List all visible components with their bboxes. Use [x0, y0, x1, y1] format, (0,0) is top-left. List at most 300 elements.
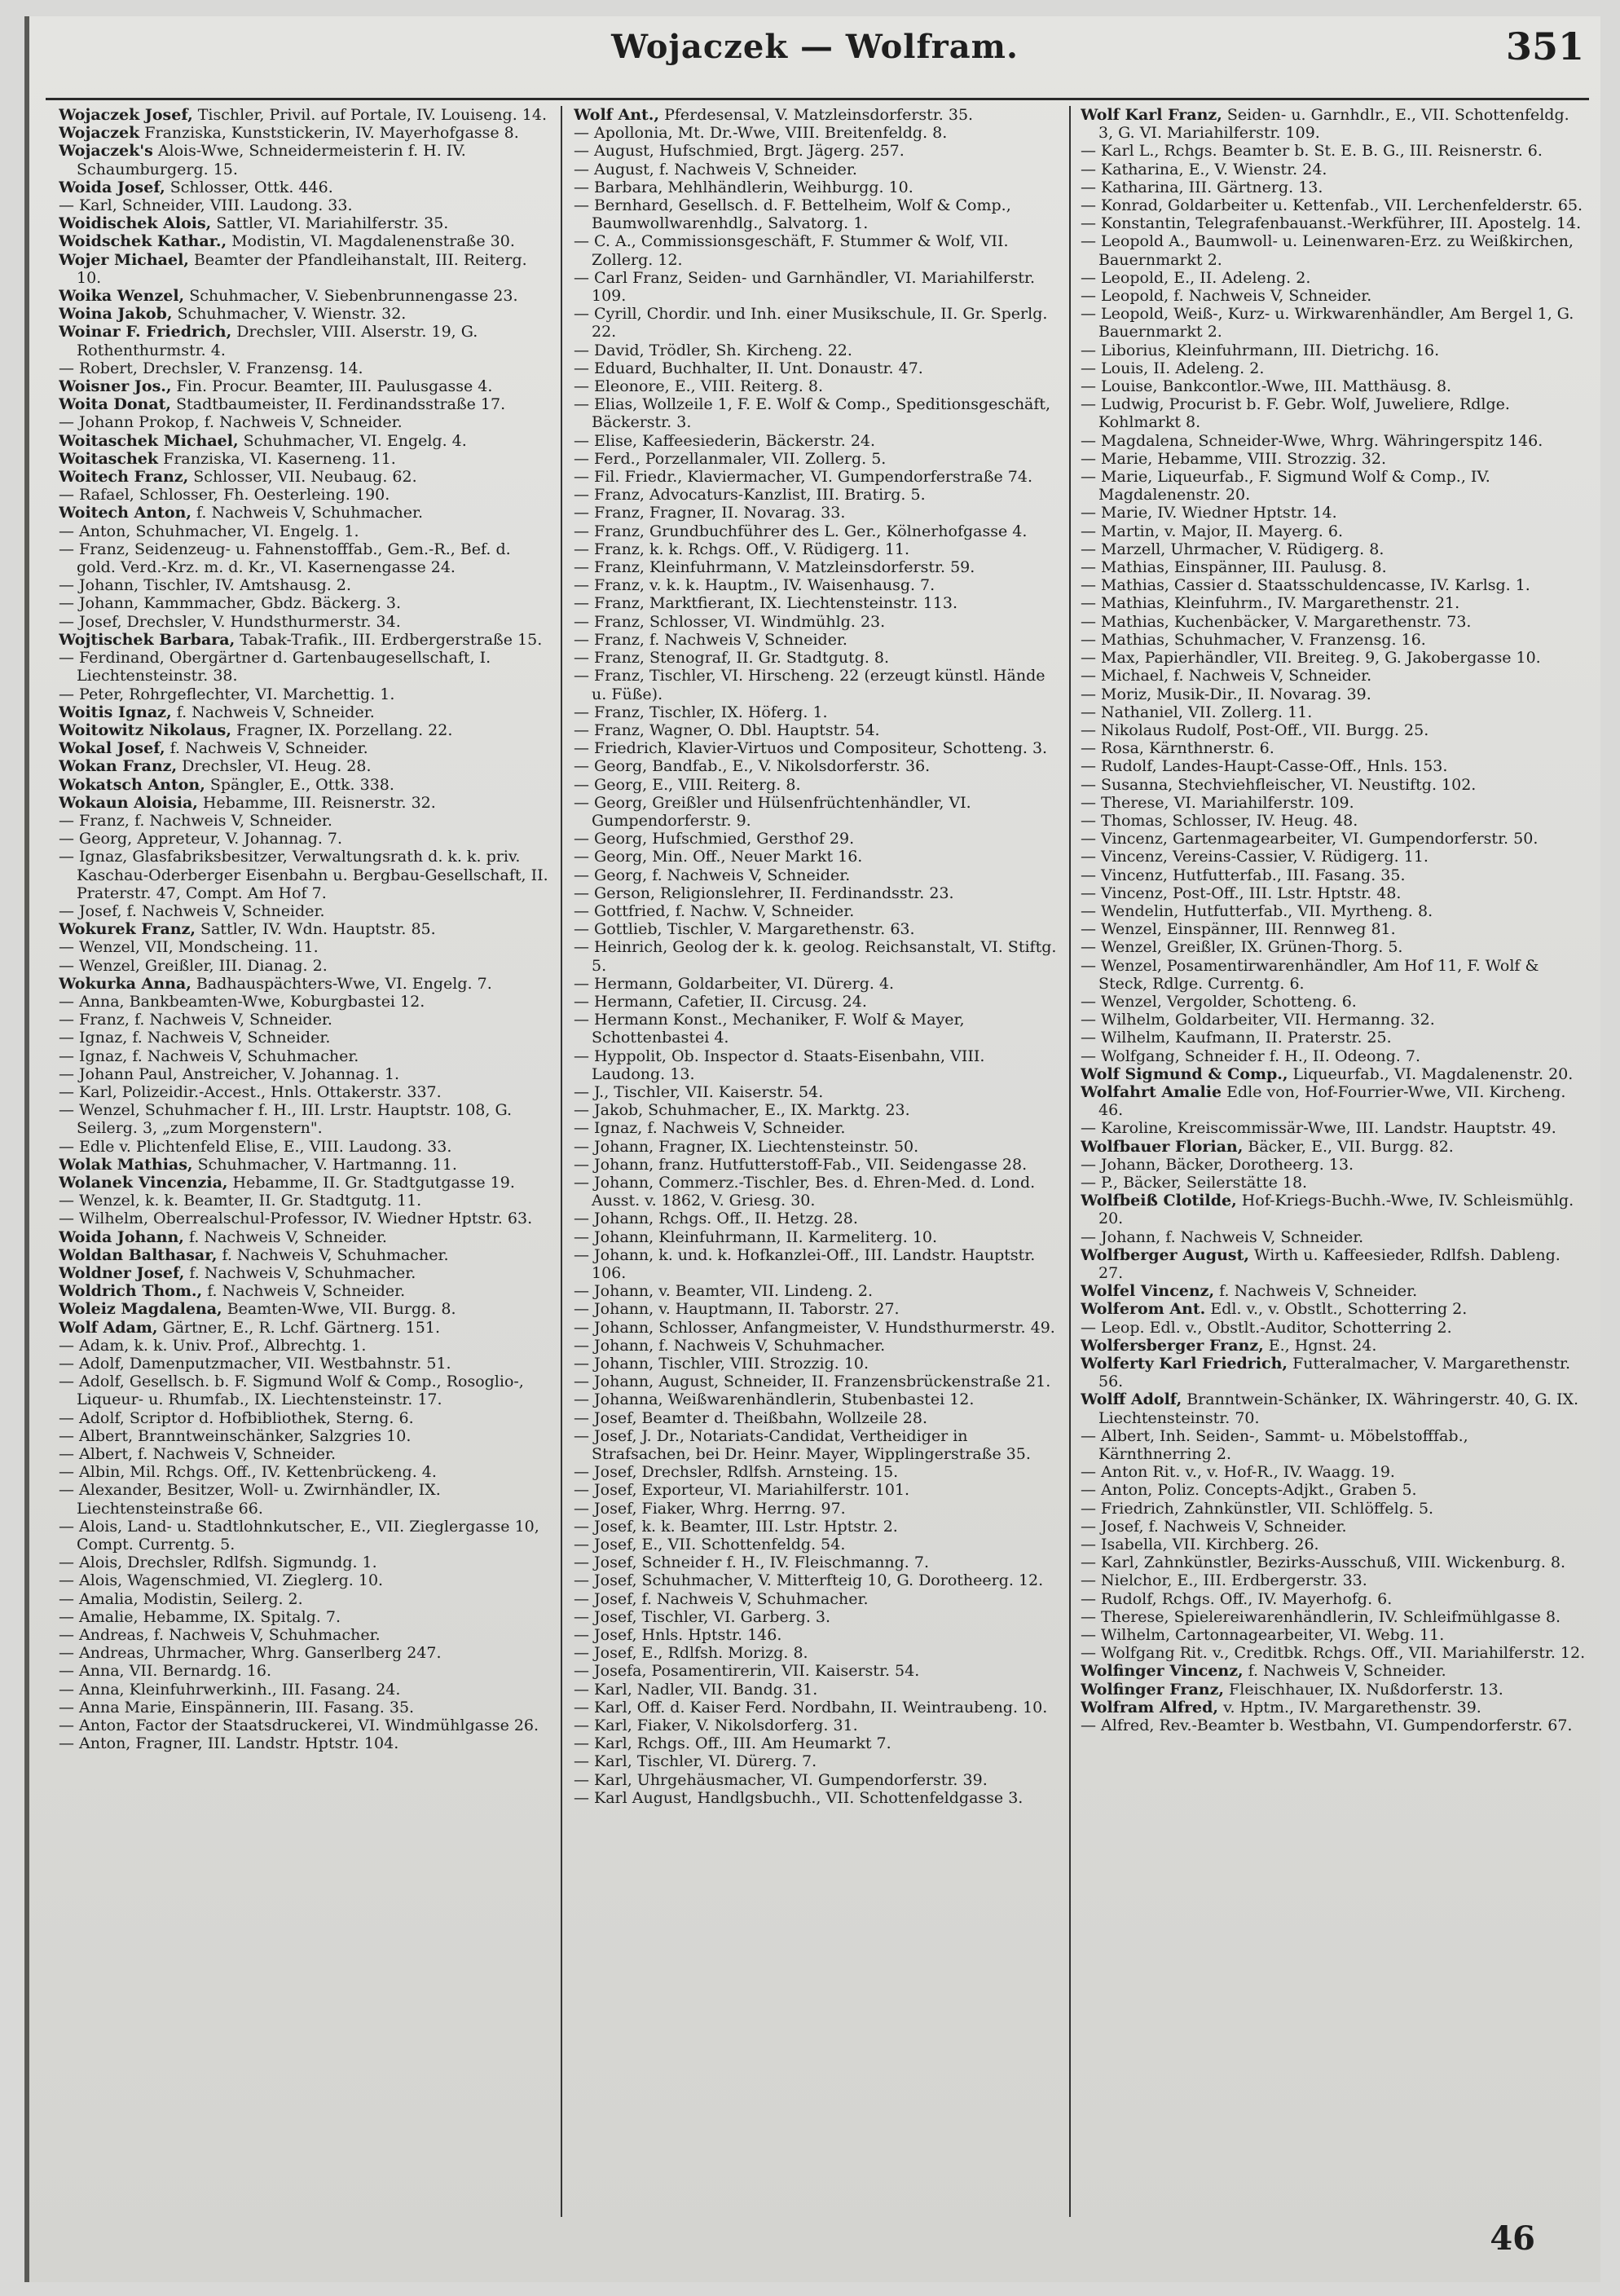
entry-details: — Wenzel, Vergolder, Schotteng. 6.: [1081, 992, 1357, 1011]
directory-entry: [1081, 1355, 1586, 1390]
entry-details: — Hermann, Cafetier, II. Circusg. 24.: [574, 992, 867, 1011]
entry-details: — Leopold A., Baumwoll- u. Leinenwaren-Erz. zu Weißkirchen, Bauernmarkt 2.: [1081, 232, 1574, 269]
directory-entry: [574, 1681, 1058, 1699]
entry-details: — Karl, Nadler, VII. Bandg. 31.: [574, 1680, 818, 1699]
entry-details: — Georg, f. Nachweis V, Schneider.: [574, 866, 851, 884]
entry-details: — Georg, Greißler und Hülsenfrüchtenhändler, VI. Gumpendorferstr. 9.: [574, 793, 971, 830]
directory-entry: [59, 1590, 551, 1608]
directory-entry: [574, 178, 1058, 196]
entry-name: Wojaczek Josef,: [59, 106, 193, 124]
entry-name: Woleiz Magdalena,: [59, 1300, 222, 1319]
directory-entry: [59, 395, 551, 413]
entry-details: — Franz, Fragner, II. Novarag. 33.: [574, 504, 846, 522]
entry-details: — Josef, Tischler, VI. Garberg. 3.: [574, 1607, 831, 1626]
directory-entry: [59, 251, 551, 287]
entry-details: — Karl L., Rchgs. Beamter b. St. E. B. G., III. Reisnerstr. 6.: [1081, 142, 1543, 161]
directory-entry: [1081, 1553, 1586, 1571]
entry-name: Woitaschek: [59, 449, 159, 468]
directory-entry: [1081, 685, 1586, 703]
entry-details: — Friedrich, Klavier-Virtuos und Compositeur, Schotteng. 3.: [574, 739, 1048, 758]
entry-details: — Elias, Wollzeile 1, F. E. Wolf & Comp., Speditionsgeschäft, Bäckerstr. 3.: [574, 395, 1051, 432]
entry-details: — August, f. Nachweis V, Schneider.: [574, 160, 857, 178]
directory-entry: [59, 1138, 551, 1156]
entry-details: — Johann, f. Nachweis V, Schuhmacher.: [574, 1336, 886, 1355]
entry-details: — Karoline, Kreiscommissär-Wwe, III. Landstr. Hauptstr. 49.: [1081, 1119, 1556, 1138]
entry-details: — Franz, Tischler, IX. Höferg. 1.: [574, 703, 828, 721]
entry-details: — Josef, k. k. Beamter, III. Lstr. Hptstr. 2.: [574, 1517, 898, 1536]
entry-details: Drechsler, VI. Heug. 28.: [177, 757, 372, 776]
entry-details: Beamter der Pfandleihanstalt, III. Reiterg. 10.: [77, 250, 527, 287]
entry-name: Woita Donat,: [59, 395, 172, 414]
directory-entry: [59, 830, 551, 848]
entry-details: — Josef, Schuhmacher, V. Mitterfteig 10, G. Dorotheerg. 12.: [574, 1571, 1044, 1590]
entry-name: Wojaczek: [59, 124, 140, 143]
directory-entry: [574, 1390, 1058, 1408]
entry-name: Wojer Michael,: [59, 250, 189, 269]
directory-entry: [574, 377, 1058, 395]
entry-name: Wolfram Alfred,: [1081, 1698, 1219, 1716]
entry-details: — Wenzel, k. k. Beamter, II. Gr. Stadtgutg. 11.: [59, 1192, 422, 1210]
entry-details: — Johann, franz. Hutfutterstoff-Fab., VII. Seidengasse 28.: [574, 1155, 1028, 1174]
directory-entry: [1081, 1156, 1586, 1174]
entry-details: — Josef, Beamter d. Theißbahn, Wollzeile 28.: [574, 1408, 928, 1427]
entry-details: Badhauspächters-Wwe, VI. Engelg. 7.: [191, 974, 492, 993]
entry-details: — Rafael, Schlosser, Fh. Oesterleing. 190.: [59, 486, 390, 505]
directory-entry: [574, 1228, 1058, 1246]
entry-details: — Rosa, Kärnthnerstr. 6.: [1081, 739, 1274, 758]
entry-details: Beamten-Wwe, VII. Burgg. 8.: [222, 1300, 456, 1319]
entry-details: Gärtner, E., R. Lchf. Gärtnerg. 151.: [157, 1318, 440, 1337]
entry-details: — Alois, Drechsler, Rdlfsh. Sigmundg. 1.: [59, 1553, 377, 1572]
directory-entry: [1081, 1065, 1586, 1083]
entry-details: v. Hptm., IV. Margarethenstr. 39.: [1218, 1698, 1481, 1716]
entry-details: Tabak-Trafik., III. Erdbergerstraße 15.: [235, 630, 543, 649]
entry-details: f. Nachweis V, Schuhmacher.: [217, 1245, 449, 1264]
directory-entry: [1081, 1282, 1586, 1300]
directory-entry: [574, 1282, 1058, 1300]
directory-entry: [1081, 812, 1586, 830]
directory-entry: [59, 377, 551, 395]
entry-details: — Anna, Kleinfuhrwerkinh., III. Fasang. 24.: [59, 1680, 401, 1699]
entry-details: — Susanna, Stechviehfleischer, VI. Neustiftg. 102.: [1081, 775, 1477, 794]
directory-entry: [59, 1101, 551, 1137]
directory-entry: [574, 1174, 1058, 1210]
entry-details: — Mathias, Kleinfuhrm., IV. Margarethenstr. 21.: [1081, 594, 1460, 613]
entry-details: Liqueurfab., VI. Magdalenenstr. 20.: [1288, 1064, 1574, 1083]
directory-entry: [59, 794, 551, 812]
directory-entry: [1081, 1463, 1586, 1481]
directory-entry: [59, 1644, 551, 1662]
entry-details: Edl. v., v. Obstlt., Schotterring 2.: [1205, 1300, 1468, 1319]
entry-details: — Franz, Stenograf, II. Gr. Stadtgutg. 8.: [574, 649, 890, 668]
directory-entry: [1081, 649, 1586, 667]
entry-name: Wokan Franz,: [59, 757, 178, 776]
directory-entry: [1081, 1608, 1586, 1626]
directory-entry: [1081, 576, 1586, 594]
entry-details: Alois-Wwe, Schneidermeisterin f. H. IV. Schaumburgerg. 15.: [77, 142, 466, 178]
directory-entry: [574, 558, 1058, 576]
directory-entry: [59, 576, 551, 594]
entry-name: Woidschek Kathar.,: [59, 232, 227, 251]
entry-details: — Konrad, Goldarbeiter u. Kettenfab., VII. Lerchenfelderstr. 65.: [1081, 196, 1583, 215]
directory-entry: [1081, 1681, 1586, 1699]
entry-details: — Anton, Poliz. Concepts-Adjkt., Graben 5.: [1081, 1481, 1417, 1500]
directory-entry: [1081, 558, 1586, 576]
directory-entry: [59, 938, 551, 956]
directory-entry: [574, 342, 1058, 359]
entry-details: — Amalia, Modistin, Seilerg. 2.: [59, 1589, 303, 1608]
entry-name: Wolf Karl Franz,: [1081, 106, 1222, 124]
entry-details: Pferdesensal, V. Matzleinsdorferstr. 35.: [659, 106, 974, 124]
entry-details: — Josef, Hnls. Hptstr. 146.: [574, 1626, 782, 1645]
directory-entry: [1081, 1644, 1586, 1662]
directory-entry: [59, 1246, 551, 1264]
directory-entry: [59, 504, 551, 522]
directory-entry: [1081, 468, 1586, 504]
entry-details: — P., Bäcker, Seilerstätte 18.: [1081, 1173, 1308, 1192]
entry-name: Woitowitz Nikolaus,: [59, 721, 231, 739]
entry-name: Wolfbauer Florian,: [1081, 1137, 1244, 1156]
directory-entry: [574, 305, 1058, 341]
entry-details: — Robert, Drechsler, V. Franzensg. 14.: [59, 359, 363, 377]
directory-entry: [1081, 776, 1586, 794]
entry-details: — Josef, Schneider f. H., IV. Fleischmanng. 7.: [574, 1553, 930, 1572]
column-divider: [1069, 106, 1071, 2217]
entry-details: — Karl, Schneider, VIII. Laudong. 33.: [59, 196, 353, 215]
directory-entry: [59, 1445, 551, 1463]
directory-entry: [59, 1210, 551, 1227]
directory-entry: [574, 1047, 1058, 1083]
directory-entry: [1081, 1011, 1586, 1029]
directory-entry: [1081, 902, 1586, 920]
entry-name: Woida Josef,: [59, 178, 165, 196]
entry-details: — Anna, Bankbeamten-Wwe, Koburgbastei 12.: [59, 992, 425, 1011]
directory-entry: [59, 232, 551, 250]
directory-entry: [59, 1029, 551, 1047]
entry-name: Woitaschek Michael,: [59, 431, 239, 450]
column-3: [1081, 106, 1586, 2250]
entry-details: — Albert, Branntweinschänker, Salzgries 10.: [59, 1426, 412, 1445]
entry-details: Fragner, IX. Porzellang. 22.: [231, 721, 453, 739]
entry-details: — Isabella, VII. Kirchberg. 26.: [1081, 1536, 1319, 1554]
directory-entry: [59, 450, 551, 468]
directory-entry: [574, 1789, 1058, 1807]
entry-details: — Andreas, f. Nachweis V, Schuhmacher.: [59, 1626, 381, 1645]
directory-entry: [59, 1319, 551, 1337]
directory-entry: [1081, 106, 1586, 142]
entry-details: — Mathias, Kuchenbäcker, V. Margarethenstr. 73.: [1081, 612, 1472, 631]
entry-details: — Franz, v. k. k. Hauptm., IV. Waisenhausg. 7.: [574, 576, 935, 595]
directory-entry: [1081, 957, 1586, 993]
directory-entry: [1081, 1390, 1586, 1426]
directory-entry: [59, 1662, 551, 1680]
directory-entry: [1081, 993, 1586, 1011]
entry-details: — Johann, Kleinfuhrmann, II. Karmeliterg. 10.: [574, 1227, 938, 1246]
entry-details: — C. A., Commissionsgeschäft, F. Stummer & Wolf, VII. Zollerg. 12.: [574, 232, 1009, 269]
entry-details: Hebamme, III. Reisnerstr. 32.: [197, 793, 436, 812]
directory-entry: [59, 196, 551, 214]
entry-details: f. Nachweis V, Schneider.: [1243, 1662, 1446, 1681]
directory-entry: [574, 938, 1058, 974]
entry-details: — Wenzel, Greißler, IX. Grünen-Thorg. 5.: [1081, 938, 1403, 957]
directory-entry: [59, 975, 551, 993]
entry-name: Wojaczek's: [59, 142, 153, 161]
directory-entry: [59, 739, 551, 757]
entry-details: f. Nachweis V, Schuhmacher.: [191, 504, 424, 522]
directory-entry: [1081, 721, 1586, 739]
entry-details: — Vincenz, Gartenmagearbeiter, VI. Gumpendorferstr. 50.: [1081, 830, 1539, 848]
entry-name: Wokaun Aloisia,: [59, 793, 198, 812]
page-header: [29, 24, 1600, 77]
directory-entry: [1081, 1716, 1586, 1734]
entry-details: — Hyppolit, Ob. Inspector d. Staats-Eisenbahn, VIII. Laudong. 13.: [574, 1047, 985, 1083]
directory-page: [24, 16, 1600, 2282]
directory-entry: [1081, 830, 1586, 848]
entry-details: — Johann, Commerz.-Tischler, Bes. d. Ehren-Med. d. Lond. Ausst. v. 1862, V. Griesg. 30.: [574, 1173, 1036, 1210]
directory-entry: [1081, 142, 1586, 160]
directory-entry: [1081, 232, 1586, 268]
column-divider: [561, 106, 562, 2217]
directory-entry: [574, 486, 1058, 504]
entry-details: — Andreas, Uhrmacher, Whrg. Ganserlberg 247.: [59, 1644, 442, 1663]
directory-entry: [574, 1626, 1058, 1644]
directory-entry: [59, 1011, 551, 1029]
entry-details: Stadtbaumeister, II. Ferdinandsstraße 17.: [171, 395, 506, 414]
directory-entry: [59, 920, 551, 938]
directory-entry: [1081, 1300, 1586, 1318]
entry-details: — Wenzel, Greißler, III. Dianag. 2.: [59, 956, 328, 975]
entry-details: — Georg, Appreteur, V. Johannag. 7.: [59, 830, 343, 848]
directory-entry: [1081, 305, 1586, 341]
directory-entry: [574, 522, 1058, 540]
directory-entry: [574, 1734, 1058, 1752]
directory-entry: [59, 1481, 551, 1517]
entry-details: — Albin, Mil. Rchgs. Off., IV. Kettenbrückeng. 4.: [59, 1463, 437, 1482]
entry-details: — Alois, Wagenschmied, VI. Zieglerg. 10.: [59, 1571, 384, 1590]
entry-details: — August, Hufschmied, Brgt. Jägerg. 257.: [574, 142, 905, 161]
entry-details: — Heinrich, Geolog der k. k. geolog. Reichsanstalt, VI. Stiftg. 5.: [574, 938, 1057, 975]
column-2: [574, 106, 1058, 2250]
directory-entry: [59, 631, 551, 649]
directory-entry: [574, 1409, 1058, 1427]
entry-details: — Anton, Fragner, III. Landstr. Hptstr. 104.: [59, 1734, 399, 1753]
entry-details: Drechsler, VIII. Alserstr. 19, G. Rothenthurmstr. 4.: [77, 323, 478, 359]
entry-details: — Anton Rit. v., v. Hof-R., IV. Waagg. 19.: [1081, 1463, 1395, 1482]
entry-details: — Wilhelm, Goldarbeiter, VII. Hermanng. 32.: [1081, 1011, 1435, 1029]
entry-details: — Therese, VI. Mariahilferstr. 109.: [1081, 793, 1354, 812]
directory-entry: [574, 450, 1058, 468]
entry-details: — Adolf, Damenputzmacher, VII. Westbahnstr. 51.: [59, 1355, 451, 1373]
directory-entry: [59, 1282, 551, 1300]
entry-details: Fin. Procur. Beamter, III. Paulusgasse 4.: [171, 377, 493, 396]
directory-entry: [574, 1752, 1058, 1770]
directory-entry: [59, 1553, 551, 1571]
entry-details: — Franz, Wagner, O. Dbl. Hauptstr. 54.: [574, 721, 880, 739]
directory-entry: [59, 649, 551, 685]
entry-details: — Rudolf, Rchgs. Off., IV. Mayerhofg. 6.: [1081, 1589, 1393, 1608]
entry-details: — Marie, Hebamme, VIII. Strozzig. 32.: [1081, 449, 1387, 468]
entry-name: Wolak Mathias,: [59, 1155, 193, 1174]
directory-entry: [59, 757, 551, 775]
directory-entry: [59, 1264, 551, 1282]
entry-details: — Albert, f. Nachweis V, Schneider.: [59, 1445, 337, 1464]
entry-name: Woldner Josef,: [59, 1264, 185, 1282]
entry-name: Wolf Ant.,: [574, 106, 660, 124]
entry-details: — Josefa, Posamentirerin, VII. Kaiserstr. 54.: [574, 1662, 920, 1681]
directory-entry: [1081, 1228, 1586, 1246]
entry-details: — Josef, f. Nachweis V, Schuhmacher.: [574, 1589, 869, 1608]
directory-entry: [1081, 504, 1586, 522]
directory-entry: [1081, 594, 1586, 612]
entry-details: — Anton, Factor der Staatsdruckerei, VI. Windmühlgasse 26.: [59, 1716, 539, 1735]
entry-details: — Therese, Spielereiwarenhändlerin, IV. Schleifmühlgasse 8.: [1081, 1607, 1561, 1626]
directory-entry: [1081, 450, 1586, 468]
entry-details: — Eleonore, E., VIII. Reiterg. 8.: [574, 377, 824, 396]
entry-details: — Wilhelm, Cartonnagearbeiter, VI. Webg. 11.: [1081, 1626, 1445, 1645]
entry-details: Franziska, Kunststickerin, IV. Mayerhofgasse 8.: [139, 124, 519, 143]
directory-entry: [574, 1011, 1058, 1047]
entry-details: — Leop. Edl. v., Obstlt.-Auditor, Schotterring 2.: [1081, 1318, 1452, 1337]
directory-entry: [59, 776, 551, 794]
entry-details: — Franz, f. Nachweis V, Schneider.: [59, 1011, 332, 1029]
directory-entry: [574, 1571, 1058, 1589]
directory-entry: [59, 1228, 551, 1246]
directory-entry: [59, 812, 551, 830]
entry-name: Wojtischek Barbara,: [59, 630, 236, 649]
entry-details: — Johann, f. Nachweis V, Schneider.: [1081, 1227, 1364, 1246]
directory-entry: [1081, 1138, 1586, 1156]
entry-name: Wolf Adam,: [59, 1318, 158, 1337]
entry-details: — Franz, Seidenzeug- u. Fahnenstofffab., Gem.-R., Bef. d. gold. Verd.-Krz. m. d. Kr., VI. Kasernengasse 24.: [59, 540, 511, 577]
entry-details: — Wenzel, Schuhmacher f. H., III. Lrstr. Hauptstr. 108, G. Seilerg. 3, „zum Morgenstern".: [59, 1101, 513, 1138]
directory-entry: [59, 1518, 551, 1553]
entry-details: — Vincenz, Post-Off., III. Lstr. Hptstr. 48.: [1081, 884, 1402, 902]
directory-entry: [1081, 287, 1586, 305]
entry-details: Wirth u. Kaffeesieder, Rdlfsh. Dableng. 27.: [1098, 1245, 1561, 1282]
directory-entry: [59, 540, 551, 576]
entry-details: — Marzell, Uhrmacher, V. Rüdigerg. 8.: [1081, 540, 1384, 558]
directory-entry: [1081, 395, 1586, 431]
entry-details: — Anna, VII. Bernardg. 16.: [59, 1662, 272, 1681]
entry-details: — Wilhelm, Oberrealschul-Professor, IV. Wiedner Hptstr. 63.: [59, 1210, 533, 1228]
directory-entry: [574, 106, 1058, 124]
directory-entry: [574, 1119, 1058, 1137]
entry-details: — J., Tischler, VII. Kaiserstr. 54.: [574, 1082, 824, 1101]
entry-details: — Anton, Schuhmacher, VI. Engelg. 1.: [59, 522, 359, 540]
directory-entry: [574, 1771, 1058, 1789]
directory-entry: [59, 1409, 551, 1427]
directory-entry: [574, 161, 1058, 178]
entry-details: — Rudolf, Landes-Haupt-Casse-Off., Hnls. 153.: [1081, 757, 1448, 776]
directory-entry: [574, 1644, 1058, 1662]
directory-entry: [59, 848, 551, 902]
entry-details: — Karl, Tischler, VI. Dürerg. 7.: [574, 1752, 817, 1771]
entry-details: Tischler, Privil. auf Portale, IV. Louiseng. 14.: [192, 106, 548, 124]
directory-entry: [1081, 342, 1586, 359]
entry-details: — Hermann, Goldarbeiter, VI. Dürerg. 4.: [574, 974, 895, 993]
entry-details: — Magdalena, Schneider-Wwe, Whrg. Währingerspitz 146.: [1081, 431, 1543, 450]
directory-entry: [59, 142, 551, 178]
directory-entry: [1081, 920, 1586, 938]
directory-entry: [1081, 540, 1586, 558]
directory-entry: [1081, 613, 1586, 631]
directory-entry: [1081, 757, 1586, 775]
entry-details: f. Nachweis V, Schneider.: [165, 739, 368, 758]
entry-details: — Wendelin, Hutfutterfab., VII. Myrtheng. 8.: [1081, 901, 1433, 920]
directory-entry: [1081, 1626, 1586, 1644]
entry-details: — Louise, Bankcontlor.-Wwe, III. Matthäusg. 8.: [1081, 377, 1452, 396]
directory-entry: [574, 975, 1058, 993]
directory-entry: [59, 957, 551, 975]
entry-details: — Johann, Tischler, IV. Amtshausg. 2.: [59, 576, 352, 595]
directory-entry: [1081, 1699, 1586, 1716]
entry-details: f. Nachweis V, Schneider.: [171, 703, 375, 721]
directory-entry: [1081, 667, 1586, 685]
directory-entry: [59, 1047, 551, 1065]
entry-details: Sattler, IV. Wdn. Hauptstr. 85.: [196, 920, 436, 939]
directory-entry: [574, 613, 1058, 631]
entry-details: — Karl, Uhrgehäusmacher, VI. Gumpendorferstr. 39.: [574, 1770, 988, 1789]
entry-name: Wolfel Vincenz,: [1081, 1282, 1215, 1301]
entry-name: Wolferom Ant.: [1081, 1300, 1206, 1319]
directory-entry: [574, 1536, 1058, 1553]
entry-name: Wokatsch Anton,: [59, 775, 205, 794]
entry-details: f. Nachweis V, Schneider.: [202, 1282, 406, 1301]
entry-details: — Franz, f. Nachweis V, Schneider.: [574, 630, 847, 649]
entry-details: — Josef, f. Nachweis V, Schneider.: [1081, 1517, 1347, 1536]
directory-entry: [574, 667, 1058, 703]
entry-details: f. Nachweis V, Schuhmacher.: [184, 1264, 416, 1282]
entry-details: — Albert, Inh. Seiden-, Sammt- u. Möbelstofffab., Kärnthnerring 2.: [1081, 1426, 1468, 1464]
directory-entry: [574, 1319, 1058, 1337]
directory-entry: [59, 1681, 551, 1699]
directory-entry: [574, 920, 1058, 938]
entry-details: — Johann, August, Schneider, II. Franzensbrückenstraße 21.: [574, 1373, 1051, 1391]
directory-entry: [574, 1138, 1058, 1156]
directory-entry: [574, 124, 1058, 142]
directory-entry: [59, 1192, 551, 1210]
entry-details: — Moriz, Musik-Dir., II. Novarag. 39.: [1081, 685, 1371, 703]
entry-details: — Franz, k. k. Rchgs. Off., V. Rüdigerg. 11.: [574, 540, 910, 558]
entry-details: Hof-Kriegs-Buchh.-Wwe, IV. Schleismühlg. 20.: [1098, 1192, 1574, 1228]
entry-details: — Johann, v. Hauptmann, II. Taborstr. 27.: [574, 1300, 900, 1319]
entry-details: — Fil. Friedr., Klaviermacher, VI. Gumpendorferstraße 74.: [574, 468, 1033, 487]
directory-entry: [59, 178, 551, 196]
directory-entry: [59, 685, 551, 703]
entry-details: — Elise, Kaffeesiederin, Bäckerstr. 24.: [574, 431, 876, 450]
directory-entry: [574, 196, 1058, 232]
entry-details: — Johann, Bäcker, Dorotheerg. 13.: [1081, 1155, 1354, 1174]
directory-entry: [1081, 1571, 1586, 1589]
entry-name: Wokal Josef,: [59, 739, 165, 758]
entry-details: — Friedrich, Zahnkünstler, VII. Schlöffelg. 5.: [1081, 1499, 1434, 1518]
directory-entry: [574, 830, 1058, 848]
entry-details: — Carl Franz, Seiden- und Garnhändler, VI. Mariahilferstr. 109.: [574, 268, 1036, 306]
directory-entry: [574, 1373, 1058, 1390]
directory-entry: [1081, 1047, 1586, 1065]
directory-entry: [59, 522, 551, 540]
entry-details: Futteralmacher, V. Margarethenstr. 56.: [1098, 1355, 1570, 1391]
entry-details: — Karl, Rchgs. Off., III. Am Heumarkt 7.: [574, 1734, 891, 1753]
entry-details: — Josef, E., VII. Schottenfeldg. 54.: [574, 1536, 846, 1554]
entry-name: Woitech Franz,: [59, 468, 189, 487]
entry-details: — David, Trödler, Sh. Kircheng. 22.: [574, 341, 852, 359]
directory-entry: [574, 1337, 1058, 1355]
directory-entry: [1081, 938, 1586, 956]
directory-entry: [574, 993, 1058, 1011]
entry-details: Schuhmacher, V. Wienstr. 32.: [172, 305, 407, 324]
directory-entry: [574, 540, 1058, 558]
